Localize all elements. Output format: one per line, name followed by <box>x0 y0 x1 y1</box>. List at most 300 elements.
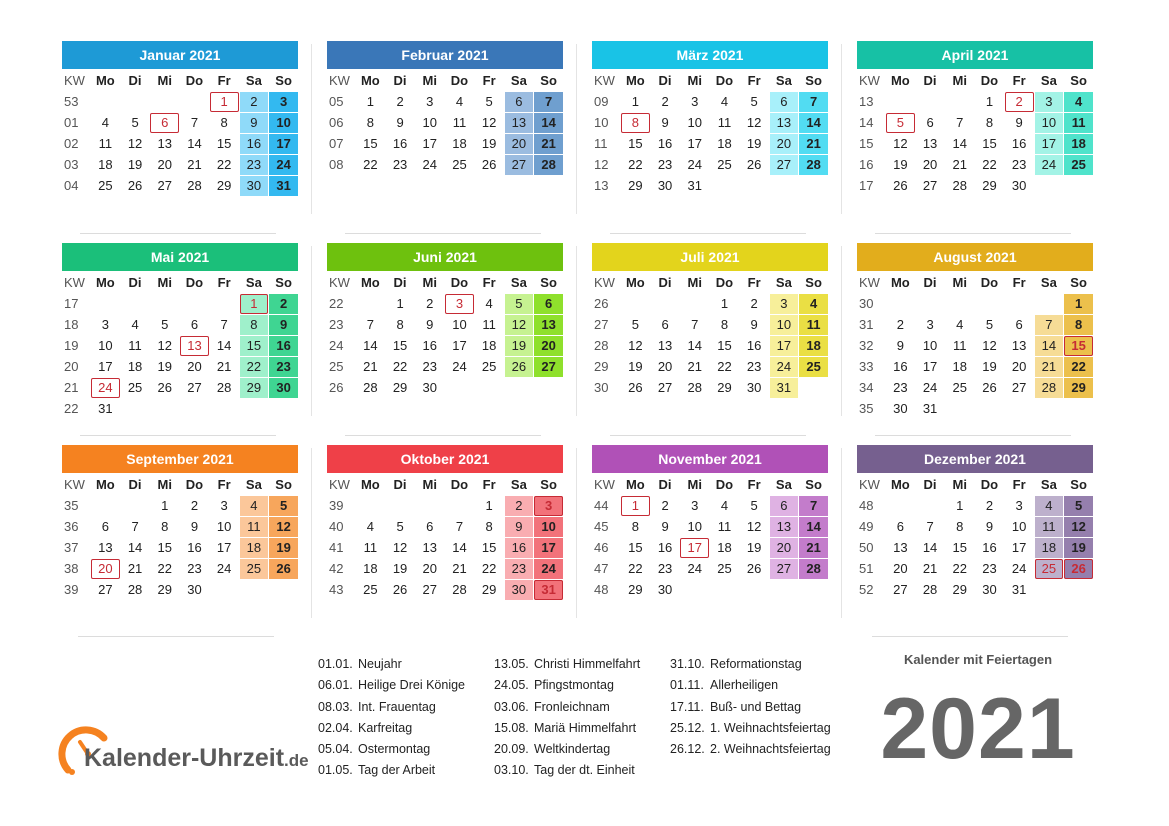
day-cell: 11 <box>363 540 378 555</box>
day-cell: 10 <box>216 519 232 534</box>
empty-cell <box>945 294 974 314</box>
day-cell: 1 <box>1064 294 1093 314</box>
day-cell: 2 <box>190 498 199 513</box>
holiday-day-cell: 1 <box>210 92 239 112</box>
day-cell: 13 <box>657 338 673 353</box>
holiday-day-cell: 17 <box>680 538 709 558</box>
weekday-header: Sa <box>1040 73 1057 88</box>
weekday-header: Di <box>658 73 672 88</box>
day-cell: 28 <box>363 380 378 395</box>
day-cell: 1 <box>720 296 729 311</box>
week-row <box>592 538 828 558</box>
kw-header: KW <box>859 275 880 290</box>
day-cell: 27 <box>922 178 938 193</box>
day-cell: 1 <box>485 498 493 513</box>
month-block <box>62 445 298 601</box>
holiday-date: 20.09. <box>494 742 529 757</box>
holiday-day-cell: 25 <box>1035 559 1064 579</box>
empty-cell <box>415 496 444 516</box>
day-cell: 11 <box>452 115 467 130</box>
holiday-date: 08.03. <box>318 699 353 714</box>
week-number: 22 <box>329 296 344 311</box>
day-cell: 21 <box>452 561 467 576</box>
day-cell: 26 <box>746 157 762 172</box>
empty-cell <box>210 399 239 419</box>
week-row <box>327 496 563 516</box>
weekday-header: So <box>540 477 557 492</box>
week-number: 30 <box>594 380 609 395</box>
day-cell: 28 <box>216 380 232 395</box>
day-cell: 11 <box>128 338 142 353</box>
week-row <box>62 176 298 196</box>
day-cell: 1 <box>396 296 404 311</box>
day-cell: 1 <box>161 498 169 513</box>
column-divider <box>841 246 842 416</box>
holiday-date: 17.11. <box>670 699 704 714</box>
day-cell: 21 <box>127 561 143 576</box>
day-cell: 13 <box>770 113 799 133</box>
day-cell: 28 <box>922 582 938 597</box>
day-cell: 25 <box>363 582 378 597</box>
empty-cell <box>916 294 945 314</box>
holiday-date: 13.05. <box>494 657 529 671</box>
week-number: 29 <box>594 359 609 374</box>
day-cell: 14 <box>363 338 378 353</box>
week-row <box>62 580 298 600</box>
day-cell: 17 <box>770 336 799 356</box>
day-cell: 18 <box>717 136 732 151</box>
day-cell: 14 <box>799 113 828 133</box>
weekday-header: Mo <box>360 477 380 492</box>
day-cell: 14 <box>534 113 563 133</box>
holiday-name: Christi Himmelfahrt <box>534 657 641 671</box>
month-title: März 2021 <box>592 41 828 69</box>
holiday-name: Buß- und Bettag <box>710 699 802 714</box>
weekday-header: So <box>540 275 557 290</box>
day-cell: 18 <box>952 359 967 374</box>
day-cell: 24 <box>452 359 467 374</box>
empty-cell <box>886 92 915 112</box>
day-cell: 6 <box>101 519 109 534</box>
day-cell: 16 <box>746 338 762 353</box>
day-cell: 20 <box>770 538 799 558</box>
day-cell: 10 <box>687 519 702 534</box>
weekday-header: Di <box>393 73 407 88</box>
weekday-header: Mi <box>687 275 702 290</box>
day-cell: 11 <box>717 115 732 130</box>
week-row <box>592 92 828 112</box>
holiday-date: 15.08. <box>494 720 529 735</box>
day-cell: 15 <box>628 540 643 555</box>
week-number: 34 <box>859 380 874 395</box>
day-cell: 4 <box>720 498 729 513</box>
day-cell: 22 <box>717 359 732 374</box>
empty-cell <box>445 496 474 516</box>
week-row <box>592 113 828 133</box>
day-cell: 3 <box>426 94 434 109</box>
week-number: 49 <box>859 519 874 534</box>
day-cell: 27 <box>187 380 202 395</box>
day-cell: 24 <box>422 157 437 172</box>
day-cell: 23 <box>269 357 298 377</box>
day-cell: 28 <box>799 155 828 175</box>
week-number: 04 <box>64 178 79 193</box>
day-cell: 13 <box>422 540 437 555</box>
week-number: 45 <box>594 519 609 534</box>
day-cell: 18 <box>452 136 467 151</box>
weekday-header: Do <box>450 275 469 290</box>
day-cell: 6 <box>770 496 799 516</box>
weekday-header: Sa <box>1040 275 1057 290</box>
day-cell: 30 <box>187 582 202 597</box>
holiday-entry <box>494 718 640 739</box>
kw-header: KW <box>329 275 350 290</box>
week-number: 28 <box>594 338 609 353</box>
day-cell: 24 <box>770 357 799 377</box>
empty-cell <box>356 496 385 516</box>
kw-header: KW <box>594 73 615 88</box>
week-row <box>857 155 1093 175</box>
weekday-header: Di <box>658 275 672 290</box>
day-cell: 3 <box>101 317 109 332</box>
week-row <box>62 399 298 419</box>
empty-cell <box>799 378 828 398</box>
weekday-header: Mi <box>422 275 437 290</box>
holiday-name: Reformationstag <box>710 657 802 671</box>
month-table <box>326 474 564 601</box>
month-title: Januar 2021 <box>62 41 298 69</box>
day-cell: 22 <box>628 561 643 576</box>
day-cell: 21 <box>952 157 967 172</box>
holiday-date: 02.04. <box>318 720 353 735</box>
week-number: 09 <box>594 94 609 109</box>
day-cell: 16 <box>1011 136 1027 151</box>
week-row <box>592 134 828 154</box>
month-table <box>856 70 1094 197</box>
month-block <box>592 243 828 399</box>
weekday-header: Do <box>450 73 469 88</box>
day-cell: 31 <box>269 176 298 196</box>
day-cell: 18 <box>240 538 269 558</box>
month-table <box>856 474 1094 601</box>
day-cell: 25 <box>98 178 113 193</box>
week-row <box>62 559 298 579</box>
holiday-day-cell: 8 <box>621 113 650 133</box>
empty-cell <box>210 580 239 600</box>
holiday-date: 26.12. <box>670 742 705 757</box>
day-cell: 10 <box>687 115 702 130</box>
day-cell: 7 <box>190 115 199 130</box>
day-cell: 2 <box>661 498 669 513</box>
day-cell: 15 <box>240 336 269 356</box>
day-cell: 17 <box>98 359 113 374</box>
weekday-header: Fr <box>747 275 761 290</box>
holiday-name: Heilige Drei Könige <box>358 678 466 693</box>
week-number: 48 <box>594 582 609 597</box>
month-table <box>326 272 564 399</box>
divider <box>872 636 1068 637</box>
holiday-entry <box>318 675 465 696</box>
day-cell: 16 <box>982 540 997 555</box>
day-cell: 30 <box>269 378 298 398</box>
empty-cell <box>150 294 179 314</box>
day-cell: 13 <box>922 136 938 151</box>
month-title: April 2021 <box>857 41 1093 69</box>
weekday-header: Mi <box>422 477 437 492</box>
empty-cell <box>975 399 1004 419</box>
week-number: 39 <box>329 498 344 513</box>
day-cell: 18 <box>481 338 497 353</box>
week-number: 13 <box>859 94 874 109</box>
empty-cell <box>240 399 269 419</box>
week-row <box>857 538 1093 558</box>
empty-cell <box>770 580 799 600</box>
holiday-name: Tag der dt. Einheit <box>534 763 635 778</box>
day-cell: 2 <box>750 296 758 311</box>
day-cell: 6 <box>1015 317 1023 332</box>
empty-cell <box>710 580 739 600</box>
holiday-date: 01.11. <box>670 678 704 693</box>
day-cell: 7 <box>455 519 464 534</box>
week-row <box>327 580 563 600</box>
weekday-header: Mi <box>157 275 172 290</box>
day-cell: 9 <box>505 517 534 537</box>
holiday-column <box>318 654 465 782</box>
weekday-header: Mo <box>95 477 115 492</box>
weekday-header: Do <box>715 275 734 290</box>
day-cell: 3 <box>269 92 298 112</box>
week-number: 35 <box>859 401 874 416</box>
week-number: 20 <box>64 359 79 374</box>
week-row <box>857 92 1093 112</box>
column-divider <box>841 44 842 214</box>
day-cell: 26 <box>628 380 643 395</box>
day-cell: 9 <box>426 317 434 332</box>
week-number: 33 <box>859 359 874 374</box>
day-cell: 18 <box>127 359 143 374</box>
month-table <box>61 70 299 197</box>
day-cell: 5 <box>505 294 534 314</box>
week-number: 44 <box>594 498 609 513</box>
day-cell: 20 <box>893 561 908 576</box>
weekday-header: Do <box>185 275 204 290</box>
week-row <box>857 399 1093 419</box>
day-cell: 29 <box>157 582 172 597</box>
day-cell: 18 <box>98 157 113 172</box>
day-cell: 2 <box>505 496 534 516</box>
day-cell: 23 <box>240 155 269 175</box>
kw-header: KW <box>64 73 85 88</box>
day-cell: 28 <box>799 559 828 579</box>
week-number: 42 <box>329 561 344 576</box>
month-title: Juli 2021 <box>592 243 828 271</box>
day-cell: 26 <box>505 357 534 377</box>
week-row <box>327 294 563 314</box>
week-row <box>857 134 1093 154</box>
week-number: 03 <box>64 157 79 172</box>
column-divider <box>311 246 312 416</box>
day-cell: 8 <box>1064 315 1093 335</box>
holiday-entry <box>318 718 465 739</box>
holiday-entry <box>494 697 640 718</box>
weekday-header: Mi <box>952 477 967 492</box>
day-cell: 14 <box>187 136 202 151</box>
day-cell: 6 <box>505 92 534 112</box>
day-cell: 16 <box>505 538 534 558</box>
week-row <box>327 517 563 537</box>
day-cell: 13 <box>770 517 799 537</box>
week-row <box>857 496 1093 516</box>
day-cell: 6 <box>534 294 563 314</box>
day-cell: 16 <box>657 540 673 555</box>
holiday-entry <box>670 697 831 718</box>
day-cell: 5 <box>396 519 404 534</box>
day-cell: 12 <box>505 315 534 335</box>
day-cell: 29 <box>628 582 643 597</box>
day-cell: 1 <box>956 498 964 513</box>
day-cell: 22 <box>952 561 967 576</box>
day-cell: 30 <box>422 380 437 395</box>
empty-cell <box>621 294 650 314</box>
empty-cell <box>121 92 150 112</box>
day-cell: 26 <box>157 380 172 395</box>
day-cell: 19 <box>127 157 143 172</box>
day-cell: 17 <box>687 136 702 151</box>
holiday-entry <box>318 760 465 781</box>
weekday-header: So <box>805 73 822 88</box>
day-cell: 10 <box>770 315 799 335</box>
day-cell: 20 <box>1011 359 1027 374</box>
empty-cell <box>91 92 120 112</box>
month-title: November 2021 <box>592 445 828 473</box>
day-cell: 29 <box>481 582 497 597</box>
day-cell: 9 <box>661 115 669 130</box>
day-cell: 8 <box>720 317 729 332</box>
holiday-entry <box>494 675 640 696</box>
weekday-header: Mo <box>360 275 380 290</box>
year-title: 2021 <box>880 681 1076 777</box>
day-cell: 14 <box>216 338 232 353</box>
day-cell: 24 <box>1011 561 1027 576</box>
holiday-entry <box>494 654 640 675</box>
weekday-header: Di <box>128 477 142 492</box>
weekday-header: Do <box>980 477 999 492</box>
month-title: Dezember 2021 <box>857 445 1093 473</box>
week-row <box>327 113 563 133</box>
weekday-header: Mo <box>890 275 910 290</box>
day-cell: 24 <box>1035 155 1064 175</box>
month-table <box>591 474 829 601</box>
weekday-header: Sa <box>245 477 262 492</box>
day-cell: 27 <box>157 178 172 193</box>
kw-header: KW <box>859 477 880 492</box>
day-cell: 9 <box>985 519 994 534</box>
holiday-day-cell: 6 <box>150 113 179 133</box>
day-cell: 7 <box>956 115 964 130</box>
holiday-day-cell: 3 <box>534 496 563 516</box>
holiday-day-cell: 26 <box>1064 559 1093 579</box>
holiday-name: Fronleichnam <box>534 699 610 714</box>
day-cell: 4 <box>240 496 269 516</box>
day-cell: 5 <box>750 498 758 513</box>
week-number: 36 <box>64 519 79 534</box>
month-table <box>326 70 564 176</box>
day-cell: 8 <box>240 315 269 335</box>
divider <box>80 435 276 436</box>
day-cell: 23 <box>1011 157 1027 172</box>
weekday-header: Sa <box>775 73 792 88</box>
day-cell: 16 <box>392 136 408 151</box>
empty-cell <box>180 294 209 314</box>
month-block <box>857 445 1093 601</box>
day-cell: 3 <box>691 498 699 513</box>
weekday-header: Fr <box>1012 477 1026 492</box>
weekday-header: Sa <box>775 275 792 290</box>
week-number: 52 <box>859 582 874 597</box>
logo <box>58 724 308 784</box>
column-divider <box>841 448 842 618</box>
week-row <box>592 357 828 377</box>
day-cell: 19 <box>481 136 497 151</box>
week-row <box>857 315 1093 335</box>
empty-cell <box>445 378 474 398</box>
week-row <box>857 517 1093 537</box>
holiday-date: 06.01. <box>318 678 353 693</box>
month-block <box>62 243 298 420</box>
day-cell: 20 <box>422 561 437 576</box>
empty-cell <box>945 92 974 112</box>
week-number: 15 <box>859 136 874 151</box>
day-cell: 6 <box>190 317 199 332</box>
weekday-header: Mi <box>952 73 967 88</box>
day-cell: 26 <box>127 178 143 193</box>
day-cell: 27 <box>98 582 113 597</box>
weekday-header: Di <box>393 275 407 290</box>
day-cell: 20 <box>922 157 938 172</box>
day-cell: 2 <box>269 294 298 314</box>
week-number: 46 <box>594 540 609 555</box>
weekday-header: Mo <box>360 73 380 88</box>
day-cell: 12 <box>127 136 143 151</box>
month-table <box>61 474 299 601</box>
day-cell: 25 <box>717 561 732 576</box>
month-block <box>327 243 563 399</box>
day-cell: 21 <box>363 359 378 374</box>
day-cell: 2 <box>896 317 904 332</box>
weekday-header: So <box>275 275 292 290</box>
month-block <box>62 41 298 197</box>
empty-cell <box>269 399 298 419</box>
day-cell: 11 <box>717 519 732 534</box>
day-cell: 31 <box>98 401 113 416</box>
holiday-date: 05.04. <box>318 742 353 757</box>
holiday-date: 01.05. <box>318 763 353 778</box>
week-number: 01 <box>64 115 79 130</box>
weekday-header: So <box>805 275 822 290</box>
week-row <box>592 176 828 196</box>
week-row <box>592 517 828 537</box>
empty-cell <box>1035 399 1064 419</box>
day-cell: 8 <box>366 115 374 130</box>
day-cell: 16 <box>269 336 298 356</box>
weekday-header: Do <box>185 73 204 88</box>
day-cell: 4 <box>720 94 729 109</box>
day-cell: 25 <box>1064 155 1093 175</box>
day-cell: 15 <box>628 136 643 151</box>
empty-cell <box>740 580 769 600</box>
holiday-date: 24.05. <box>494 678 529 693</box>
week-row <box>62 294 298 314</box>
